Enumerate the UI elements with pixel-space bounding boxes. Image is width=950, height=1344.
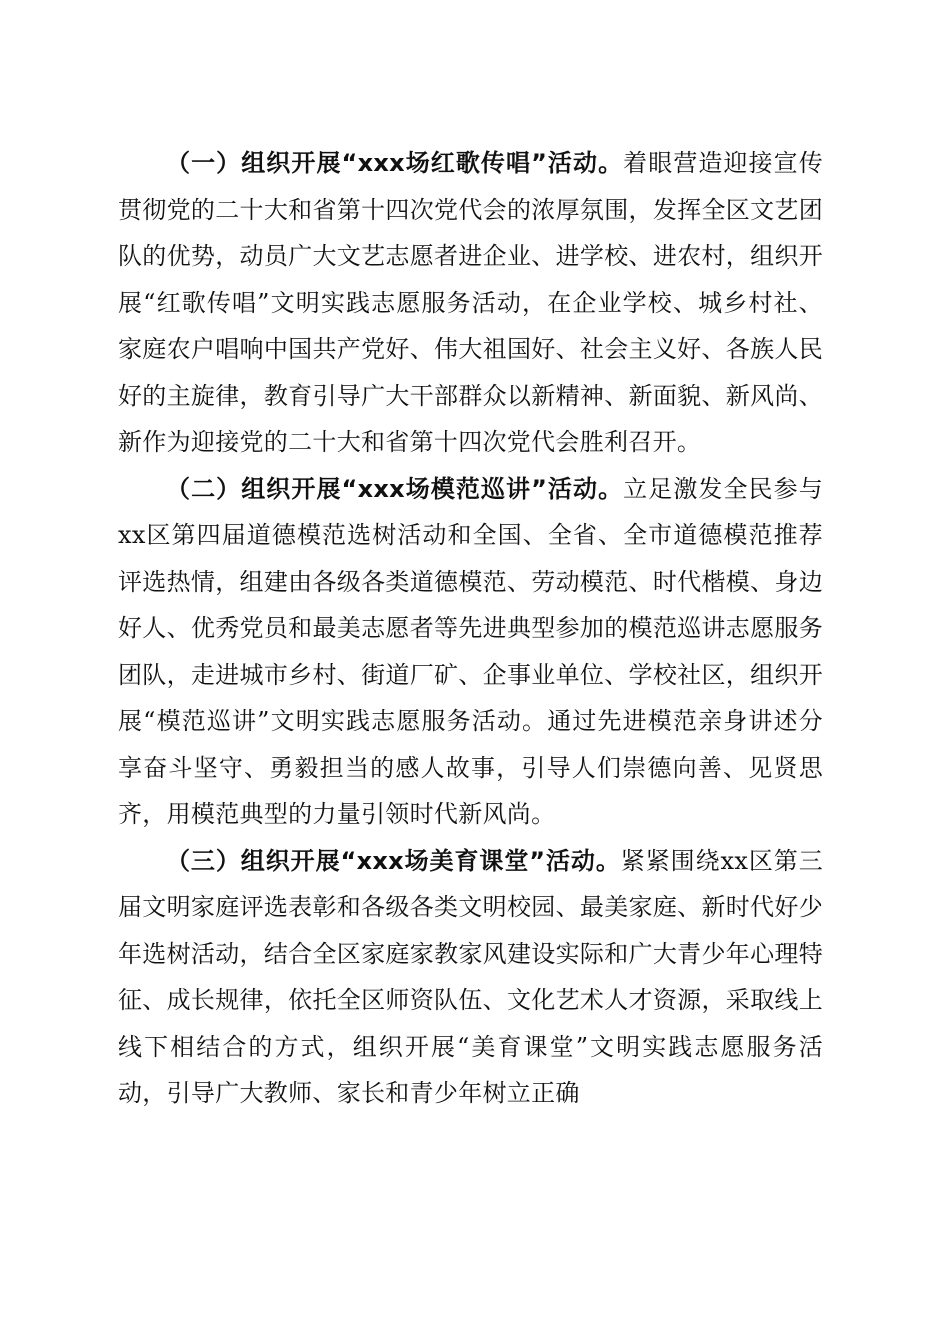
document-body	[118, 140, 823, 1117]
paragraph-1	[118, 140, 823, 466]
paragraph-2-text: 立足激发全民参与xx区第四届道德模范选树活动和全国、全省、全市道德模范推荐评选热情，组建由各级各类道德模范、劳动模范、时代楷模、身边好人、优秀党员和最美志愿者等先进典型参加的模范巡讲志愿服务团队，走进城市乡村、街道厂矿、企事业单位、学校社区，组织开展“模范巡讲”文明实践志愿服务活动。通过先进模范亲身讲述分享奋斗坚守、勇毅担当的感人故事，引导人们崇德向善、见贤思齐，用模范典型的力量引领时代新风尚。	[118, 474, 823, 828]
paragraph-3	[118, 838, 823, 1117]
paragraph-1-heading: （一）组织开展“xxx场红歌传唱”活动。	[166, 149, 624, 177]
paragraph-3-text: 紧紧围绕xx区第三届文明家庭评选表彰和各级各类文明校园、最美家庭、新时代好少年选树活动，结合全区家庭家教家风建设实际和广大青少年心理特征、成长规律，依托全区师资队伍、文化艺术人才资源，采取线上线下相结合的方式，组织开展“美育课堂”文明实践志愿服务活动，引导广大教师、家长和青少年树立正确	[118, 846, 823, 1107]
paragraph-3-heading: （三）组织开展“xxx场美育课堂”活动。	[166, 846, 621, 875]
paragraph-1-text: 着眼营造迎接宣传贯彻党的二十大和省第十四次党代会的浓厚氛围，发挥全区文艺团队的优势，动员广大文艺志愿者进企业、进学校、进农村，组织开展“红歌传唱”文明实践志愿服务活动，在企业学校、城乡村社、家庭农户唱响中国共产党好、伟大祖国好、社会主义好、各族人民好的主旋律，教育引导广大干部群众以新精神、新面貌、新风尚、新作为迎接党的二十大和省第十四次党代会胜利召开。	[118, 149, 823, 456]
paragraph-2-heading: （二）组织开展“xxx场模范巡讲”活动。	[166, 474, 624, 503]
paragraph-2	[118, 466, 823, 838]
